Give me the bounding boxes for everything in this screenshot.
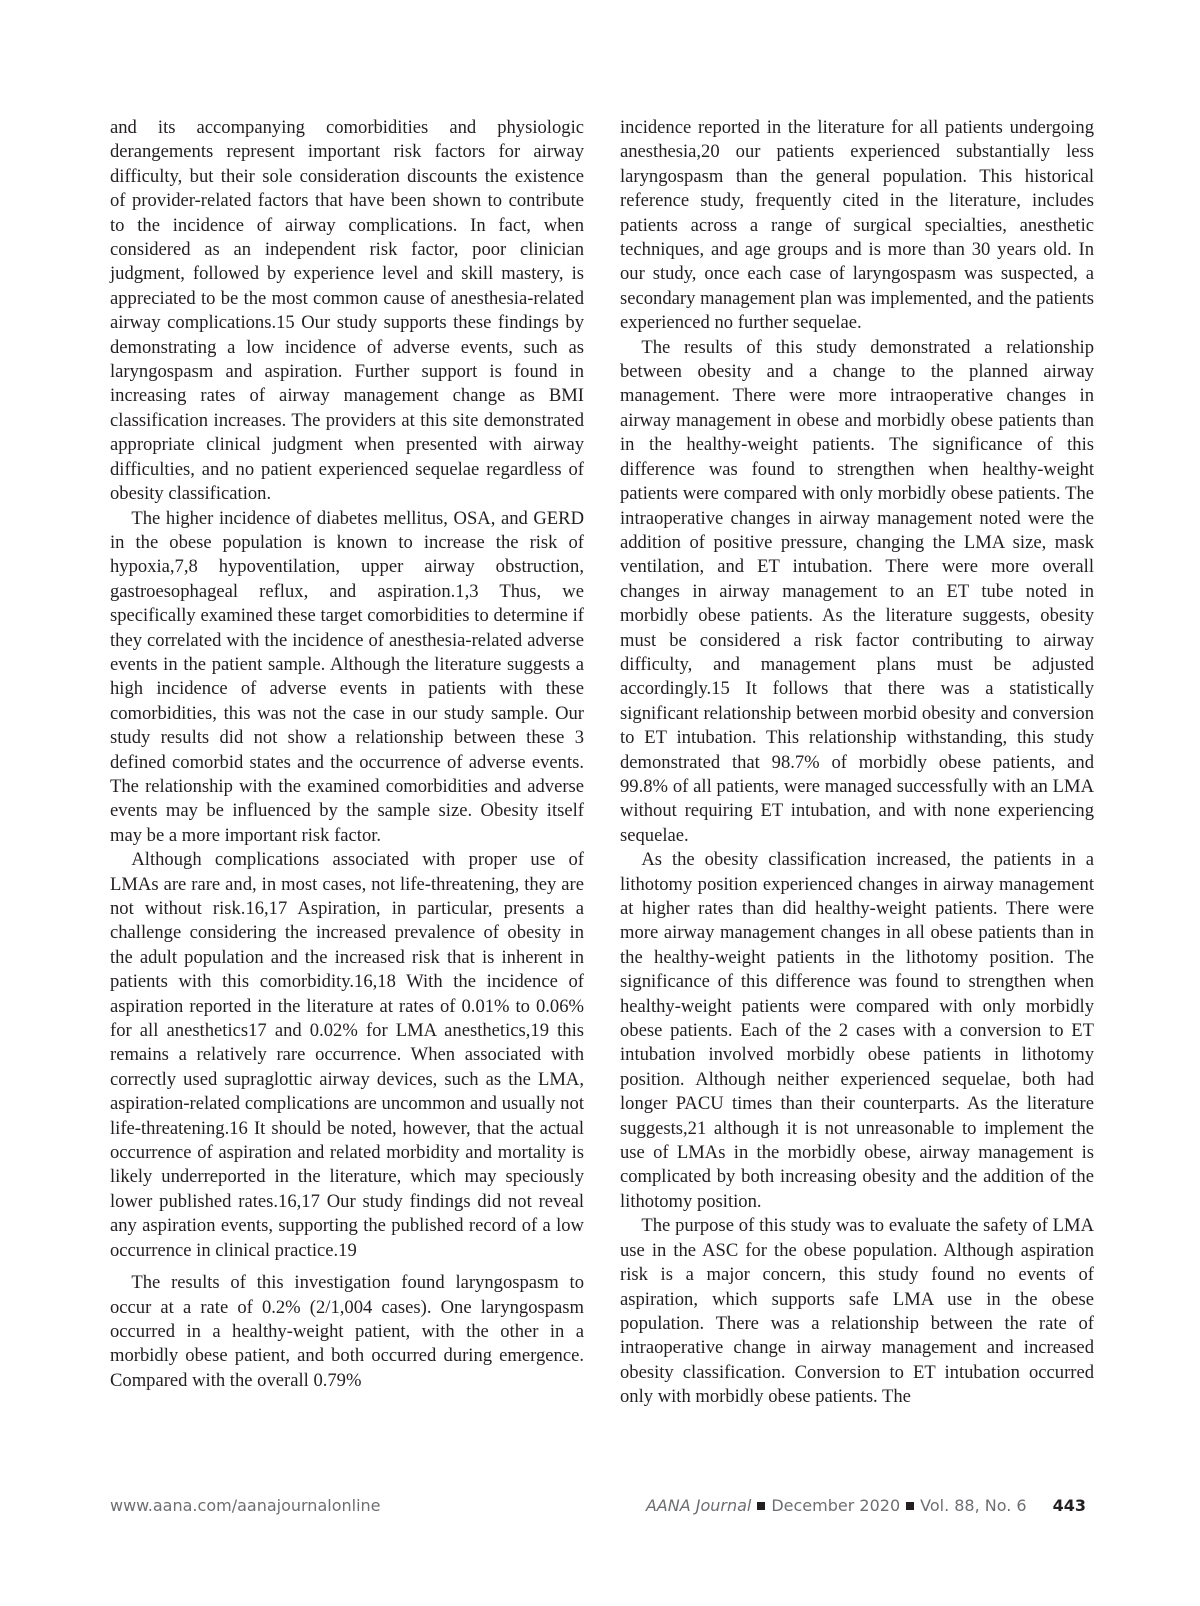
paragraph: The results of this study demonstrated a relationship between obesity and a change to the planned airway management. There were more intraoperative changes in airway management in obese and morbidly obese patients than in the healthy-weight patients. The significance of this difference was found to strengthen when healthy-weight patients were compared with only morbidly obese patients. The intraoperative changes in airway management noted were the addition of positive pressure, changing the LMA size, mask ventilation, and ET intubation. There were more overall changes in airway management to an ET tube noted in morbidly obese patients. As the literature suggests, obesity must be considered a risk factor contributing to airway difficulty, and management plans must be adjusted accordingly.15 It follows that there was a statistically significant relationship between morbid obesity and conversion to ET intubation. This relationship withstanding, this study demonstrated that 98.7% of morbidly obese patients, and 99.8% of all patients, were managed successfully with an LMA without requiring ET intubation, and with none experiencing sequelae. [620, 336, 1094, 846]
square-bullet-icon [757, 1502, 765, 1510]
right-column [620, 116, 1094, 1410]
journal-name: AANA Journal [645, 1496, 752, 1515]
journal-url: www.aana.com/aanajournalonline [110, 1496, 381, 1515]
paragraph: As the obesity classification increased, the patients in a lithotomy position experienced changes in airway management at higher rates than did healthy-weight patients. There were more airway management changes in all obese patients than in the healthy-weight patients in the lithotomy position. The significance of this difference was found to strengthen when healthy-weight patients were compared with only morbidly obese patients. Each of the 2 cases with a conversion to ET intubation involved morbidly obese patients in lithotomy position. Although neither experienced sequelae, both had longer PACU times than their counterparts. As the literature suggests,21 although it is not unreasonable to implement the use of LMAs in the morbidly obese, airway management is complicated by both increasing obesity and the addition of the lithotomy position. [620, 849, 1094, 1212]
issue-date: December 2020 [771, 1496, 901, 1515]
paragraph: The higher incidence of diabetes mellitus, OSA, and GERD in the obese population is known to increase the risk of hypoxia,7,8 hypoventilation, upper airway obstruction, gastroesophageal reflux, and aspiration.1,3 Thus, we specifically examined these target comorbidities to determine if they correlated with the incidence of anesthesia-related adverse events in the patient sample. Although the literature suggests a high incidence of adverse events in patients with these comorbidities, this was not the case in our study sample. Our study results did not show a relationship between these 3 defined comorbid states and the occurrence of adverse events. The relationship with the examined comorbidities and adverse events may be influenced by the sample size. Obesity itself may be a more important risk factor. [110, 507, 584, 846]
left-column [110, 116, 584, 1393]
footer-url [110, 1496, 381, 1520]
paragraph: The results of this investigation found laryngospasm to occur at a rate of 0.2% (2/1,004 cases). One laryngospasm occurred in a healthy-weight patient, with the other in a morbidly obese patient, and both occurred during emergence. Compared with the overall 0.79% [110, 1272, 584, 1391]
paragraph: incidence reported in the literature for all patients undergoing anesthesia,20 our patients experienced substantially less laryngospasm than the general population. This historical reference study, frequently cited in the literature, includes patients across a range of surgical specialties, anesthetic techniques, and age groups and is more than 30 years old. In our study, once each case of laryngospasm was suspected, a secondary management plan was implemented, and the patients experienced no further sequelae. [620, 117, 1094, 334]
volume-issue: Vol. 88, No. 6 [920, 1496, 1027, 1515]
page-number: 443 [1052, 1496, 1086, 1515]
paragraph: Although complications associated with proper use of LMAs are rare and, in most cases, not life-threatening, they are not without risk.16,17 Aspiration, in particular, presents a challenge considering the increased prevalence of obesity in the adult population and the increased risk that is inherent in patients with this comorbidity.16,18 With the incidence of aspiration reported in the literature at rates of 0.01% to 0.06% for all anesthetics17 and 0.02% for LMA anesthetics,19 this remains a relatively rare occurrence. When associated with correctly used supraglottic airway devices, such as the LMA, aspiration-related complications are uncommon and usually not life-threatening.16 It should be noted, however, that the actual occurrence of aspiration and related morbidity and mortality is likely underreported in the literature, which may speciously lower published rates.16,17 Our study findings did not reveal any aspiration events, supporting the published record of a low occurrence in clinical practice.19 [110, 849, 584, 1261]
paragraph: The purpose of this study was to evaluate the safety of LMA use in the ASC for the obese population. Although aspiration risk is a major concern, this study found no events of aspiration, which supports safe LMA use in the obese population. There was a relationship between the rate of intraoperative change in airway management and increased obesity classification. Conversion to ET intubation occurred only with morbidly obese patients. The [620, 1215, 1094, 1408]
paragraph: and its accompanying comorbidities and physiologic derangements represent important risk factors for airway difficulty, but their sole consideration discounts the existence of provider-related factors that have been shown to contribute to the incidence of airway complications. In fact, when considered as an independent risk factor, poor clinician judgment, followed by experience level and skill mastery, is appreciated to be the most common cause of anesthesia-related airway complications.15 Our study supports these findings by demonstrating a low incidence of adverse events, such as laryngospasm and aspiration. Further support is found in increasing rates of airway management change as BMI classification increases. The providers at this site demonstrated appropriate clinical judgment when presented with airway difficulties, and no patient experienced sequelae regardless of obesity classification. [110, 117, 584, 505]
footer-citation [646, 1496, 1086, 1520]
square-bullet-icon [906, 1502, 914, 1510]
